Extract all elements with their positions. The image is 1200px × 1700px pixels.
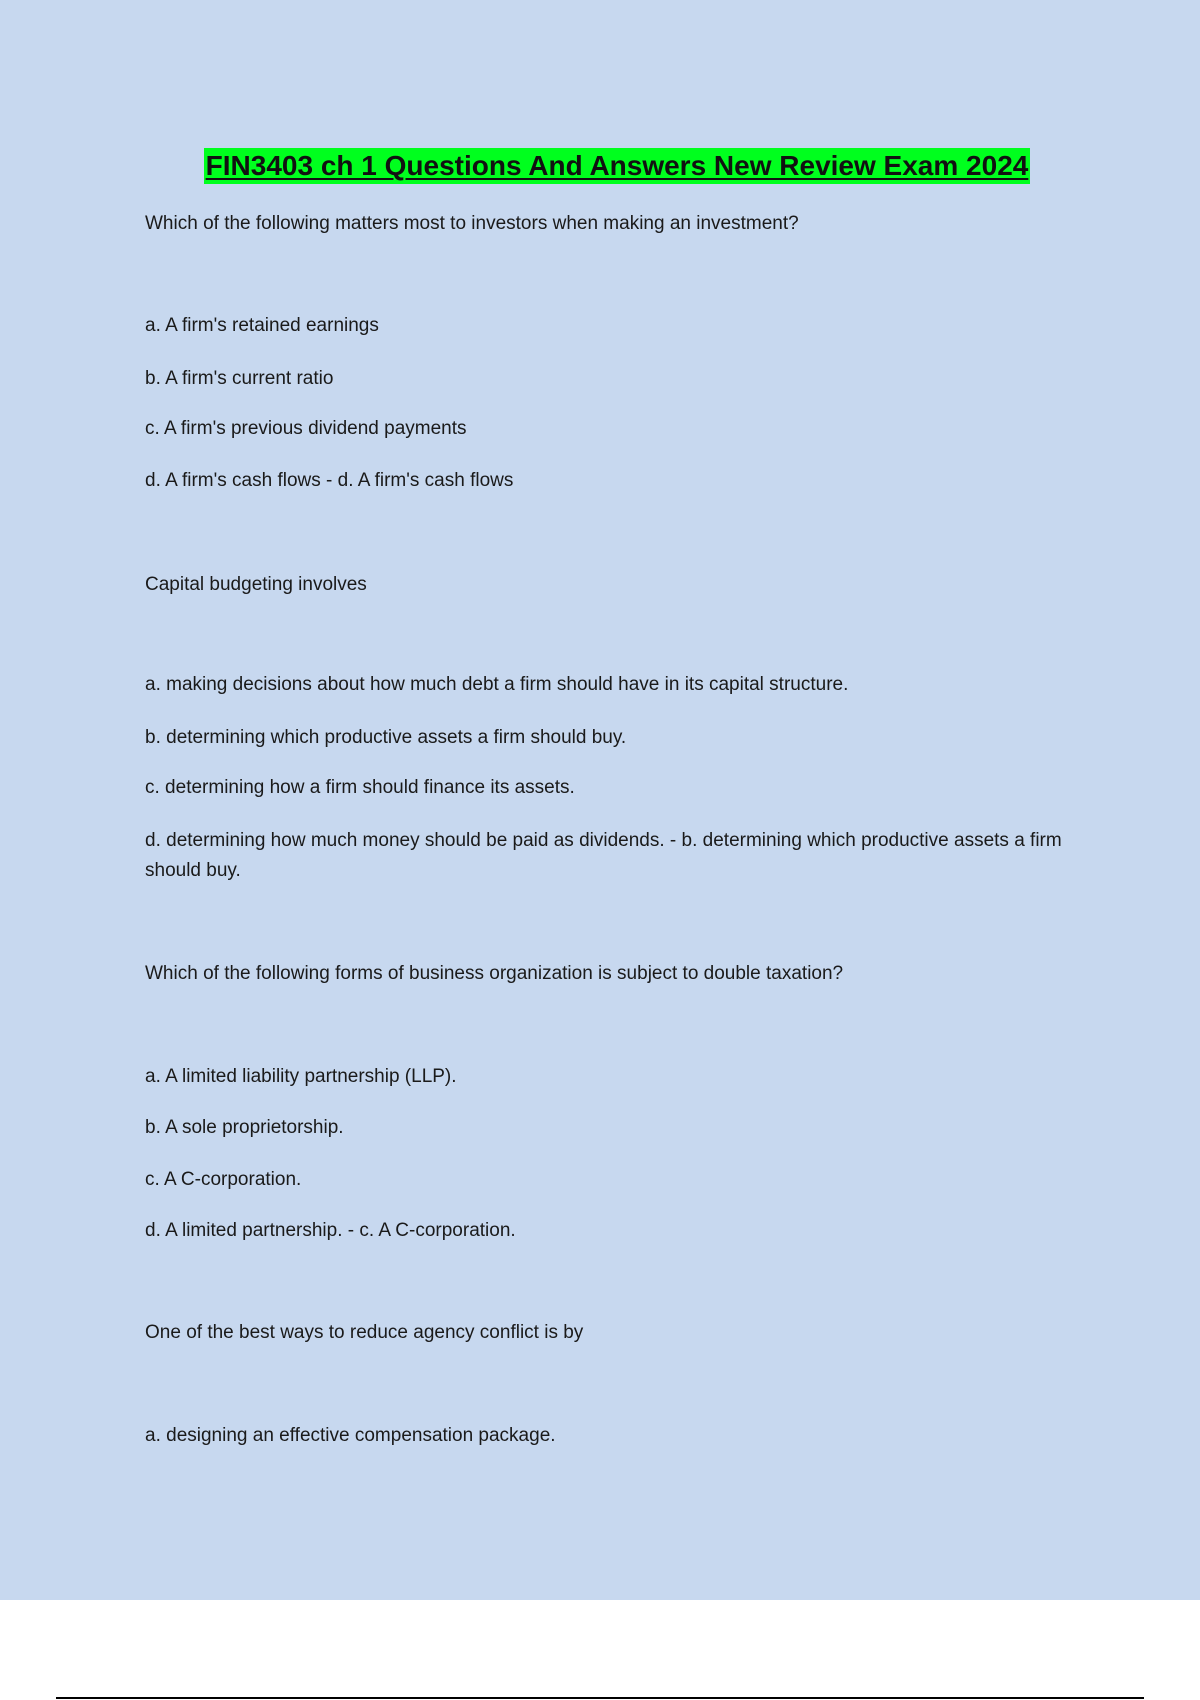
question-3-option-b: b. A sole proprietorship. bbox=[145, 1117, 344, 1138]
question-1-prompt: Which of the following matters most to investors when making an investment? bbox=[145, 213, 799, 234]
question-4-option-a: a. designing an effective compensation package. bbox=[145, 1425, 556, 1446]
question-3-option-c: c. A C-corporation. bbox=[145, 1169, 302, 1190]
question-2-option-c: c. determining how a firm should finance its assets. bbox=[145, 777, 575, 798]
document-title: FIN3403 ch 1 Questions And Answers New Review Exam 2024 bbox=[204, 148, 1031, 184]
question-2-prompt: Capital budgeting involves bbox=[145, 574, 367, 595]
question-1-option-d: d. A firm's cash flows - d. A firm's cash flows bbox=[145, 470, 514, 491]
question-2-option-b: b. determining which productive assets a firm should buy. bbox=[145, 727, 627, 748]
question-2-option-d: d. determining how much money should be paid as dividends. - b. determining which productive assets a firm should buy. bbox=[145, 830, 1062, 881]
title-container bbox=[0, 148, 1200, 184]
question-4-prompt: One of the best ways to reduce agency conflict is by bbox=[145, 1322, 584, 1343]
question-1-option-a: a. A firm's retained earnings bbox=[145, 315, 379, 336]
question-3-option-d: d. A limited partnership. - c. A C-corporation. bbox=[145, 1220, 516, 1241]
question-3-option-a: a. A limited liability partnership (LLP). bbox=[145, 1066, 457, 1087]
question-1-option-b: b. A firm's current ratio bbox=[145, 368, 334, 389]
question-3-prompt: Which of the following forms of business organization is subject to double taxation? bbox=[145, 963, 844, 984]
question-2-option-a: a. making decisions about how much debt a firm should have in its capital structure. bbox=[145, 674, 849, 695]
footer-rule bbox=[56, 1697, 1144, 1699]
question-1-option-c: c. A firm's previous dividend payments bbox=[145, 418, 467, 439]
